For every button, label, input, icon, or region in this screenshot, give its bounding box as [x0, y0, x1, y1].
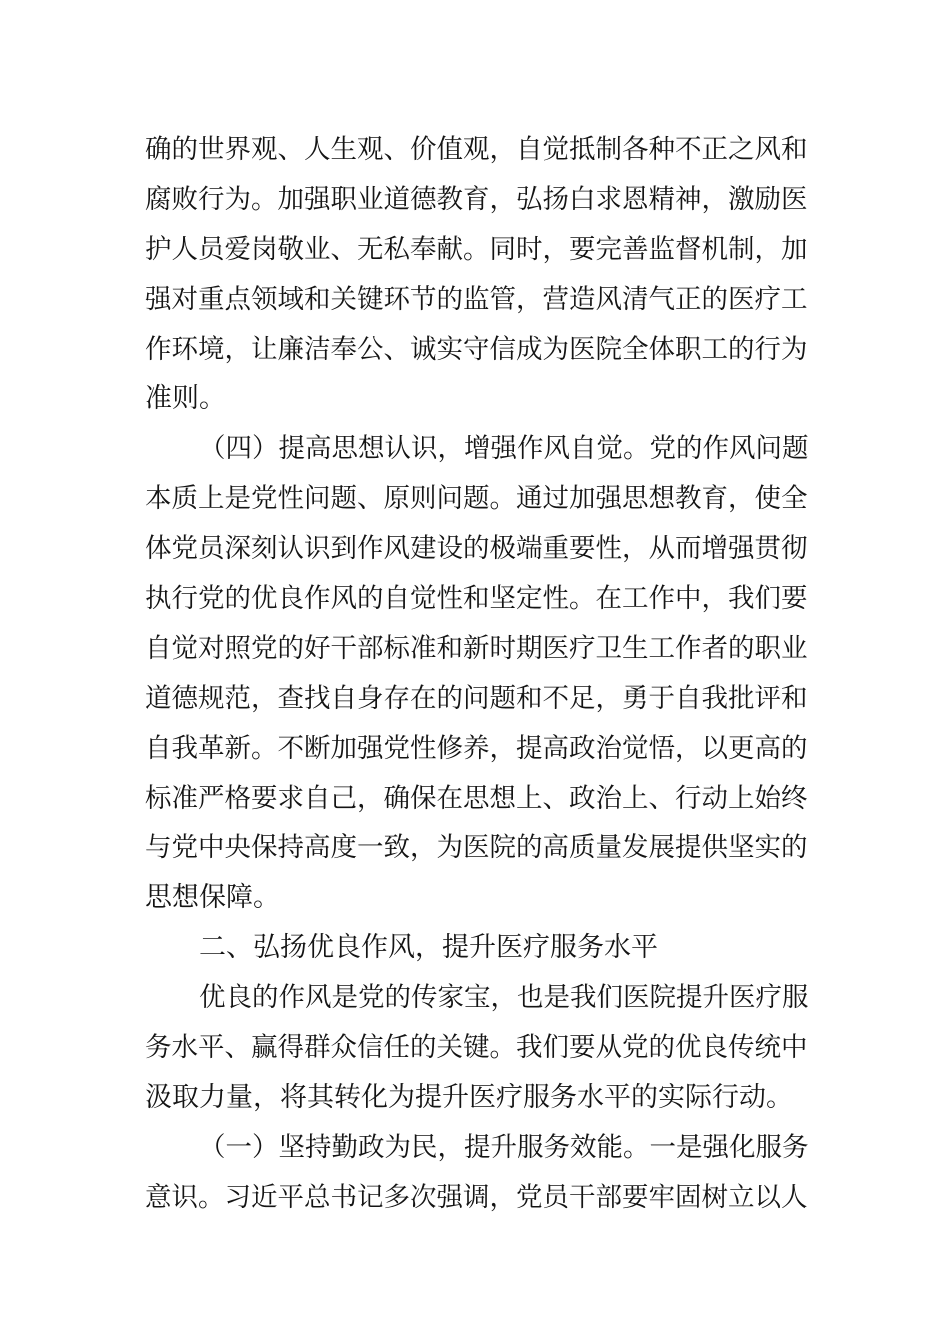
- text-line: 准则。: [145, 383, 226, 415]
- text-line: 思想保障。: [145, 882, 280, 914]
- text-line: 作环境，让廉洁奉公、诚实守信成为医院全体职工的行为: [145, 333, 808, 365]
- text-line: 护人员爱岗敬业、无私奉献。同时，要完善监督机制，加: [145, 233, 808, 265]
- text-line: 务水平、赢得群众信任的关键。我们要从党的优良传统中: [145, 1032, 808, 1064]
- text-line: 执行党的优良作风的自觉性和坚定性。在工作中，我们要: [145, 583, 808, 615]
- text-line: 汲取力量，将其转化为提升医疗服务水平的实际行动。: [145, 1081, 793, 1113]
- paragraph-first-line: 优良的作风是党的传家宝，也是我们医院提升医疗服: [199, 982, 809, 1014]
- text-line: 本质上是党性问题、原则问题。通过加强思想教育，使全: [145, 483, 808, 515]
- text-line: 强对重点领域和关键环节的监管，营造风清气正的医疗工: [145, 283, 808, 315]
- text-line: 标准严格要求自己，确保在思想上、政治上、行动上始终: [145, 782, 808, 814]
- text-line: 体党员深刻认识到作风建设的极端重要性，从而增强贯彻: [145, 533, 808, 565]
- text-line: 自觉对照党的好干部标准和新时期医疗卫生工作者的职业: [145, 632, 808, 664]
- text-line: 道德规范，查找自身存在的问题和不足，勇于自我批评和: [145, 682, 808, 714]
- text-line: 意识。习近平总书记多次强调，党员干部要牢固树立以人: [145, 1181, 808, 1213]
- text-line: 确的世界观、人生观、价值观，自觉抵制各种不正之风和: [145, 134, 808, 165]
- text-line: 自我革新。不断加强党性修养，提高政治觉悟，以更高的: [145, 732, 808, 764]
- text-line: 与党中央保持高度一致，为医院的高质量发展提供坚实的: [145, 832, 808, 864]
- paragraph-first-line: （四）提高思想认识，增强作风自觉。党的作风问题: [199, 433, 809, 465]
- text-line: 腐败行为。加强职业道德教育，弘扬白求恩精神，激励医: [145, 183, 808, 215]
- document-body: [145, 125, 810, 1223]
- paragraph-first-line: （一）坚持勤政为民，提升服务效能。一是强化服务: [199, 1131, 809, 1163]
- section-heading: 二、弘扬优良作风，提升医疗服务水平: [199, 932, 658, 964]
